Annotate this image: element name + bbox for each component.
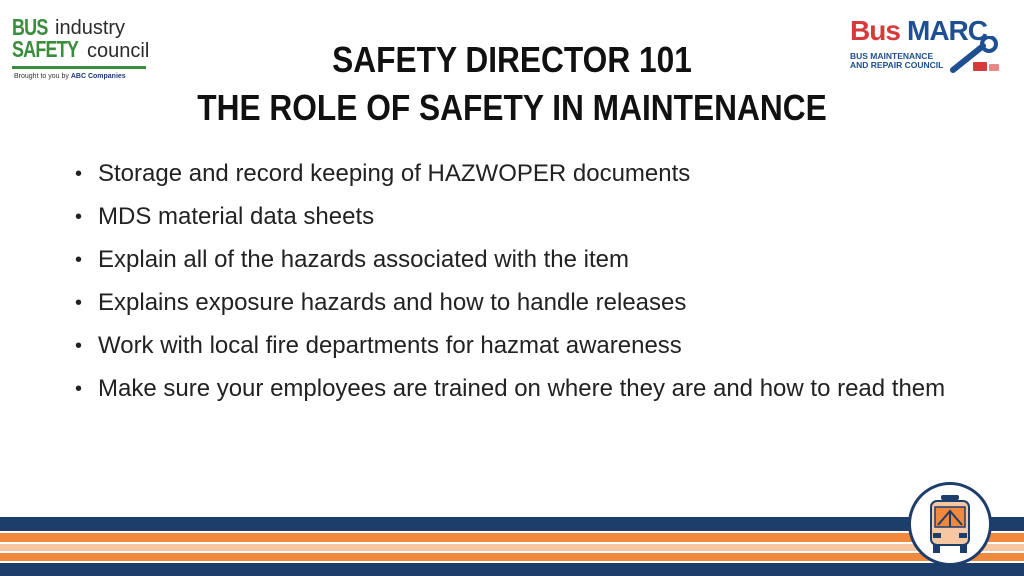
bullet-dot-icon: • [75, 378, 83, 400]
logo-word-industry: industry [55, 17, 126, 39]
brought-by-company: ABC Companies [70, 73, 126, 80]
bullet-text: Storage and record keeping of HAZWOPER documents [98, 160, 691, 187]
bus-front-icon [911, 485, 989, 563]
footer-stripe-peach [0, 544, 1024, 551]
bullet-text: Make sure your employees are trained on where they are and how to read them [98, 375, 946, 402]
bullet-list [73, 158, 963, 405]
bullet-item [73, 287, 963, 319]
logo-word-council: council [87, 40, 150, 62]
slide-title-line1: SAFETY DIRECTOR 101 [332, 39, 692, 80]
busmarc-subtitle-line1: BUS MAINTENANCE [850, 51, 934, 61]
busmarc-subtitle-line2: AND REPAIR COUNCIL [850, 60, 944, 70]
bullet-dot-icon: • [75, 335, 83, 357]
logo-word-safety: SAFETY [12, 36, 79, 62]
bullet-dot-icon: • [75, 292, 83, 314]
footer-stripe-orange [0, 553, 1024, 561]
bullet-text: Explain all of the hazards associated with the item [98, 246, 629, 273]
bullet-text: Explains exposure hazards and how to handle releases [98, 289, 687, 316]
bus-badge-logo [908, 482, 992, 566]
footer-stripe-navy-bottom [0, 563, 1024, 576]
bullet-item [73, 158, 963, 190]
bullet-dot-icon: • [75, 163, 83, 185]
busmarc-word-marc: MARC [907, 15, 987, 46]
bullet-item [73, 330, 963, 362]
bullet-text: MDS material data sheets [98, 203, 375, 230]
logo-word-bus: BUS [12, 14, 48, 40]
busmarc-word-bus: Bus [850, 15, 900, 46]
footer-stripe-orange [0, 533, 1024, 542]
bullet-item [73, 244, 963, 276]
bullet-dot-icon: • [75, 206, 83, 228]
footer-stripe-navy-top [0, 517, 1024, 531]
bullet-text: Work with local fire departments for hazmat awareness [98, 332, 682, 359]
bullet-item [73, 373, 963, 405]
brought-by-prefix: Brought to you by [14, 73, 69, 80]
slide-title-line2: THE ROLE OF SAFETY IN MAINTENANCE [197, 87, 827, 128]
bullet-dot-icon: • [75, 249, 83, 271]
bullet-item [73, 201, 963, 233]
